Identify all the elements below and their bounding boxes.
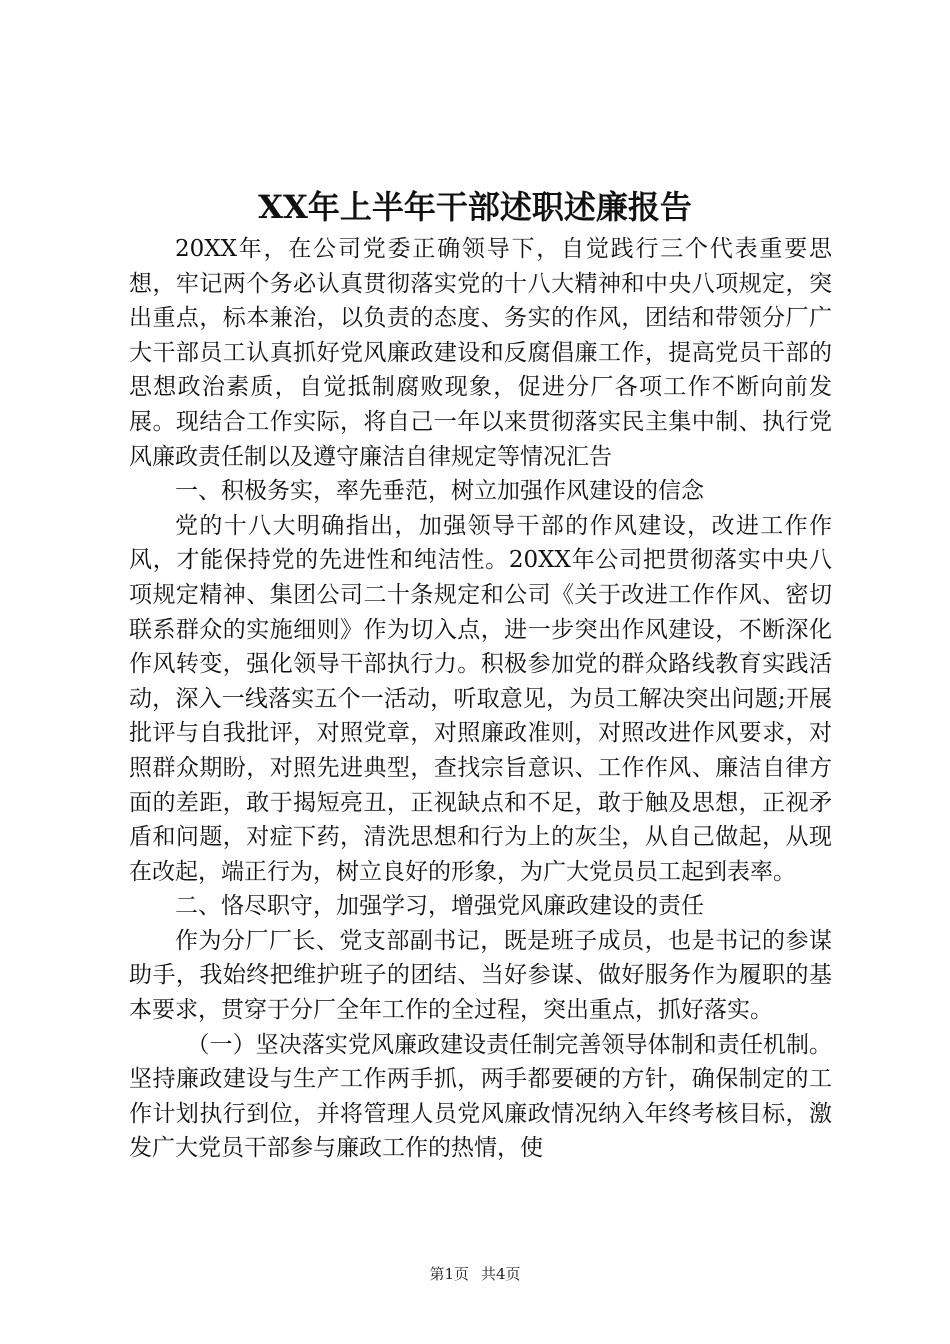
subsection-1-paragraph: （一）坚决落实党风廉政建设责任制完善领导体制和责任机制。坚持廉政建设与生产工作两手抓，两手都要硬的方针，确保制定的工作计划执行到位，并将管理人员党风廉政情况纳入年终考核目标，激发广大党员干部参与廉政工作的热情，使	[129, 1031, 832, 1162]
page-footer	[0, 1264, 950, 1284]
page-number: 第1页	[429, 1265, 469, 1283]
page-total: 共4页	[481, 1265, 521, 1283]
section-1-paragraph: 党的十八大明确指出，加强领导干部的作风建设，改进工作作风，才能保持党的先进性和纯洁性。20XX年公司把贯彻落实中央八项规定精神、集团公司二十条规定和公司《关于改进工作作风、密切联系群众的实施细则》作为切入点，进一步突出作风建设，不断深化作风转变，强化领导干部执行力。积极参加党的群众路线教育实践活动，深入一线落实五个一活动，听取意见，为员工解决突出问题;开展批评与自我批评，对照党章，对照廉政准则，对照改进作风要求，对照群众期盼，对照先进典型，查找宗旨意识、工作作风、廉洁自律方面的差距，敢于揭短亮丑，正视缺点和不足，敢于触及思想，正视矛盾和问题，对症下药，清洗思想和行为上的灰尘，从自己做起，从现在改起，端正行为，树立良好的形象，为广大党员员工起到表率。	[129, 512, 832, 885]
intro-paragraph: 20XX年，在公司党委正确领导下，自觉践行三个代表重要思想，牢记两个务必认真贯彻落实党的十八大精神和中央八项规定，突出重点，标本兼治，以负责的态度、务实的作风，团结和带领分厂广大干部员工认真抓好党风廉政建设和反腐倡廉工作，提高党员干部的思想政治素质，自觉抵制腐败现象，促进分厂各项工作不断向前发展。现结合工作实际，将自己一年以来贯彻落实民主集中制、执行党风廉政责任制以及遵守廉洁自律规定等情况汇告	[129, 236, 832, 470]
section-heading-1: 一、积极务实，率先垂范，树立加强作风建设的信念	[175, 478, 704, 505]
section-2-paragraph: 作为分厂厂长、党支部副书记，既是班子成员，也是书记的参谋助手，我始终把维护班子的团结、当好参谋、做好服务作为履职的基本要求，贯穿于分厂全年工作的全过程，突出重点，抓好落实。	[129, 927, 832, 1024]
section-heading-2: 二、恪尽职守，加强学习，增强党风廉政建设的责任	[175, 893, 704, 920]
document-body	[129, 232, 832, 1166]
document-title: XX年上半年干部述职述廉报告	[258, 188, 692, 226]
